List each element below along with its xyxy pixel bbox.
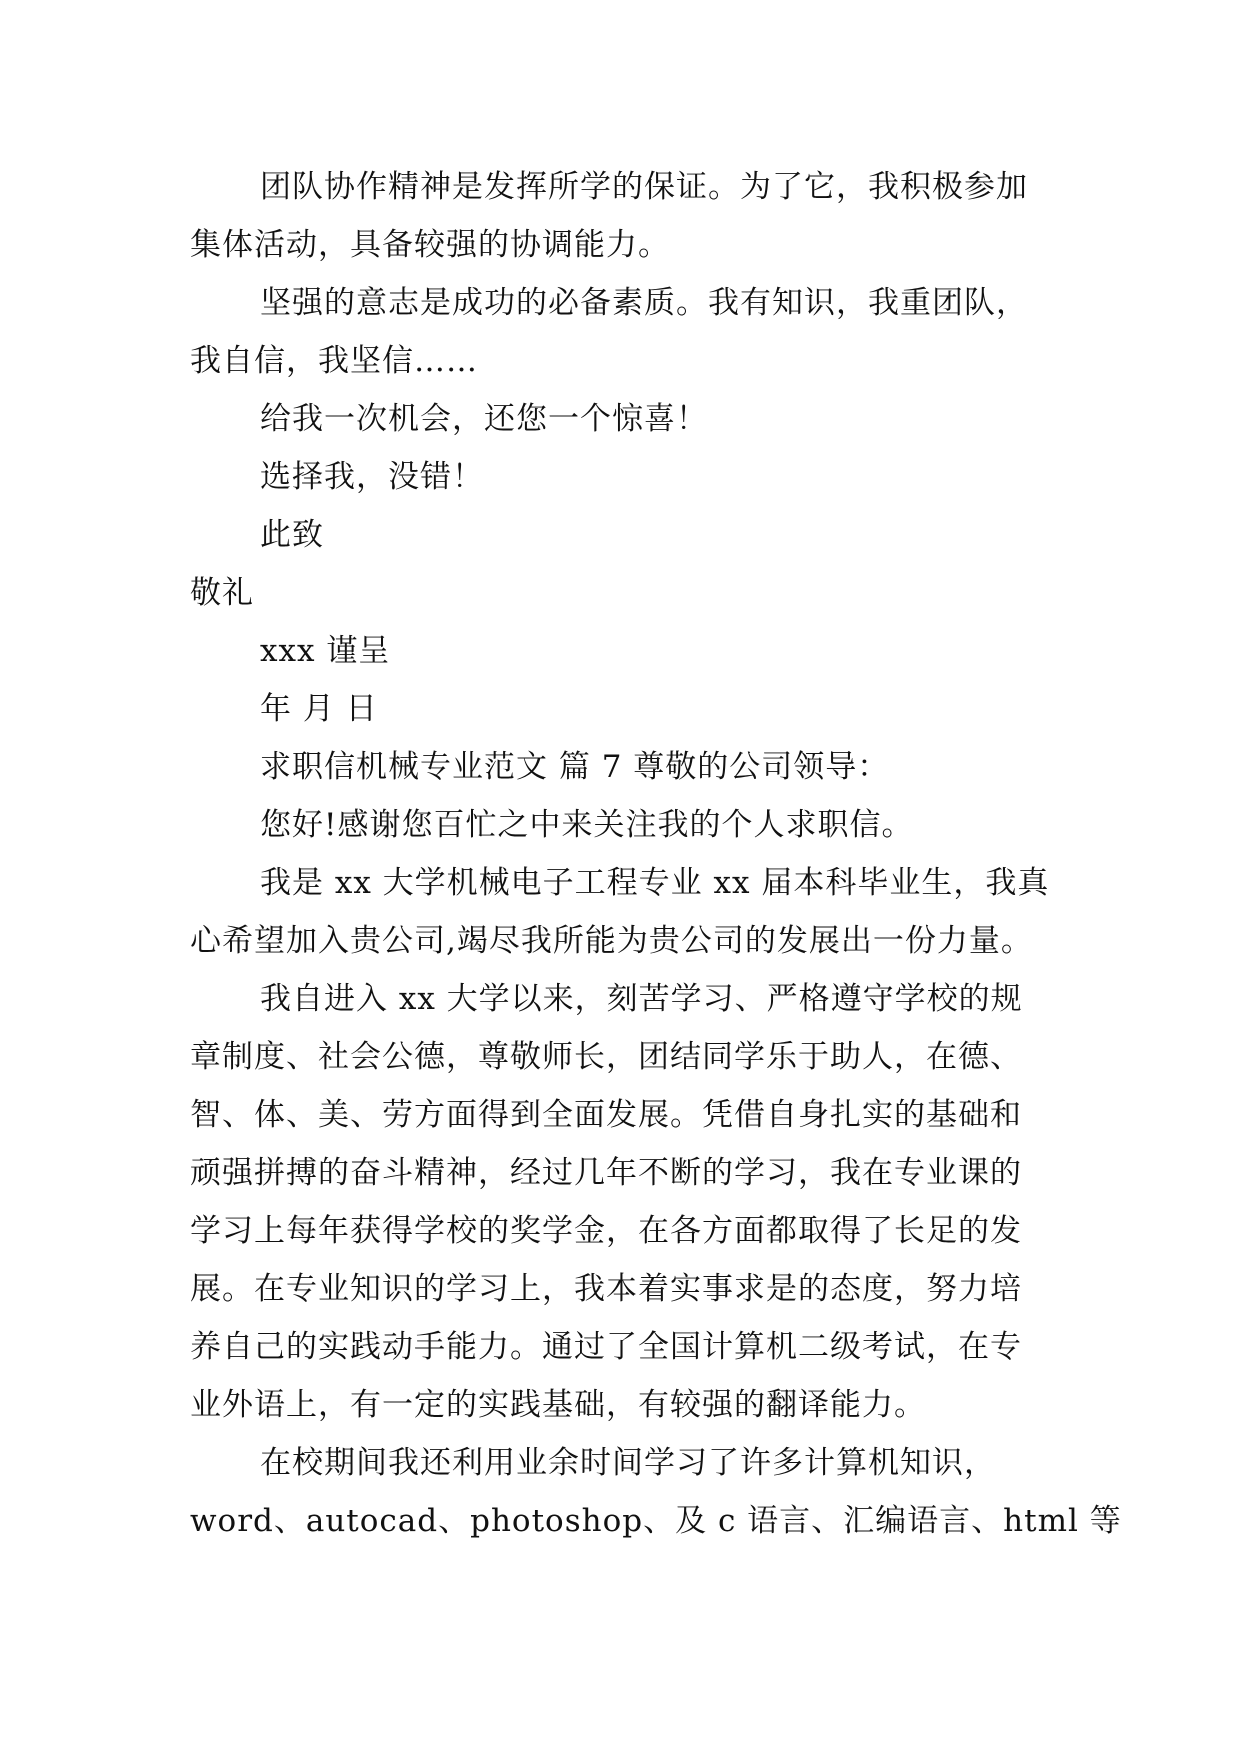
text-line: 业外语上，有一定的实践基础，有较强的翻译能力。 [190, 1387, 926, 1423]
text-line: 集体活动，具备较强的协调能力。 [190, 227, 670, 263]
text-line: 在校期间我还利用业余时间学习了许多计算机知识， [260, 1445, 996, 1481]
letter-body [190, 158, 1122, 1550]
text-line: 求职信机械专业范文 篇 7 尊敬的公司领导： [260, 749, 890, 785]
text-line: 我自进入 xx 大学以来，刻苦学习、严格遵守学校的规 [260, 981, 1023, 1017]
text-line: 养自己的实践动手能力。通过了全国计算机二级考试，在专 [190, 1329, 1022, 1365]
text-line: 我是 xx 大学机械电子工程专业 xx 届本科毕业生，我真 [260, 865, 1050, 901]
text-line: 敬礼 [190, 575, 254, 611]
text-line: xxx 谨呈 [260, 633, 391, 669]
text-line: 给我一次机会，还您一个惊喜！ [260, 401, 708, 437]
text-line: 坚强的意志是成功的必备素质。我有知识，我重团队， [260, 285, 1028, 321]
text-line: 此致 [260, 517, 324, 553]
text-line: 展。在专业知识的学习上，我本着实事求是的态度，努力培 [190, 1271, 1022, 1307]
text-line: word、autocad、photoshop、及 c 语言、汇编语言、html 等 [190, 1503, 1122, 1539]
text-line: 年 月 日 [260, 691, 378, 727]
text-line: 顽强拼搏的奋斗精神，经过几年不断的学习，我在专业课的 [190, 1155, 1022, 1191]
text-line: 章制度、社会公德，尊敬师长，团结同学乐于助人，在德、 [190, 1039, 1022, 1075]
text-line: 智、体、美、劳方面得到全面发展。凭借自身扎实的基础和 [190, 1097, 1022, 1133]
text-line: 心希望加入贵公司,竭尽我所能为贵公司的发展出一份力量。 [190, 923, 1033, 959]
text-line: 您好!感谢您百忙之中来关注我的个人求职信。 [260, 807, 914, 843]
text-line: 学习上每年获得学校的奖学金，在各方面都取得了长足的发 [190, 1213, 1022, 1249]
text-line: 选择我，没错！ [260, 459, 484, 495]
text-line: 我自信，我坚信…… [190, 343, 478, 379]
text-line: 团队协作精神是发挥所学的保证。为了它，我积极参加 [260, 169, 1028, 205]
